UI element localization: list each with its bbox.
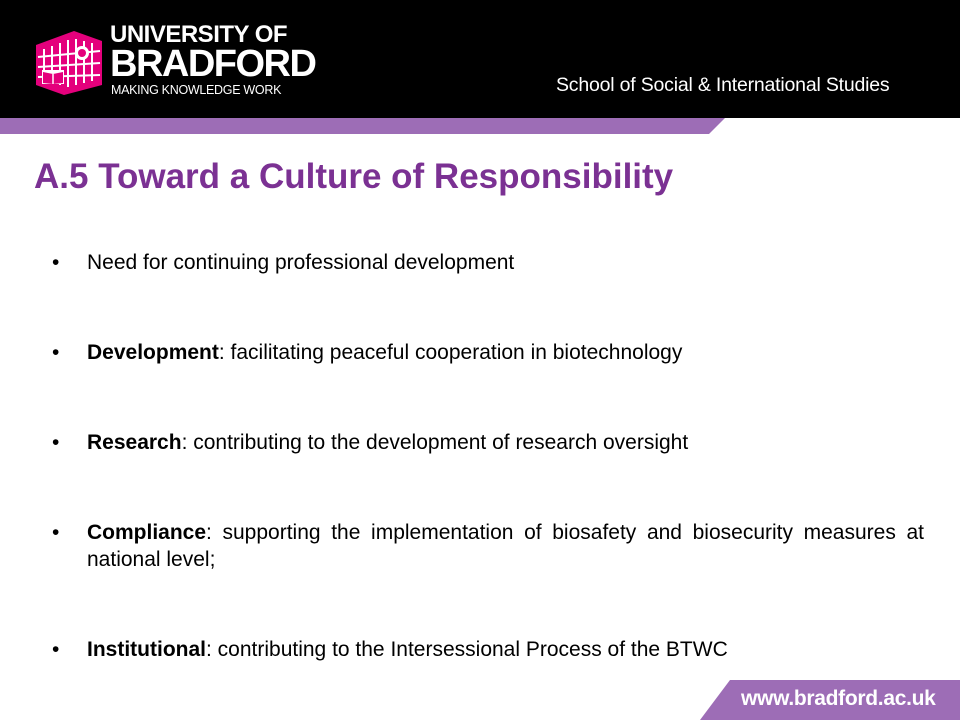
bullet-text: : contributing to the Intersessional Process of the BTWC <box>206 638 728 661</box>
university-tagline: MAKING KNOWLEDGE WORK <box>111 83 282 97</box>
bullet-item <box>52 519 924 573</box>
header-accent-band <box>0 118 960 134</box>
bullet-item <box>52 249 924 276</box>
bullet-text: : facilitating peaceful cooperation in biotechnology <box>218 341 683 364</box>
school-name: School of Social & International Studies <box>556 74 890 96</box>
university-name-line2: BRADFORD <box>110 43 316 85</box>
website-link[interactable]: www.bradford.ac.uk <box>741 687 936 710</box>
header-bar <box>0 0 960 118</box>
bullet-marker: • <box>52 521 60 544</box>
bullet-marker: • <box>52 341 60 364</box>
slide-title: A.5 Toward a Culture of Responsibility <box>34 157 674 196</box>
bullet-marker: • <box>52 638 60 661</box>
bullet-item <box>52 429 924 456</box>
bullet-item <box>52 339 924 366</box>
bullet-item <box>52 636 924 663</box>
bullet-text: Need for continuing professional development <box>87 251 515 274</box>
bullet-keyword: Research <box>87 431 182 454</box>
university-name-line1: UNIVERSITY OF <box>110 21 288 48</box>
bullet-keyword: Institutional <box>87 638 206 661</box>
university-crest-icon <box>34 27 104 97</box>
bullet-marker: • <box>52 251 60 274</box>
bullet-text: : contributing to the development of research oversight <box>181 431 689 454</box>
bullet-keyword: Compliance <box>87 521 207 544</box>
bullet-list <box>52 249 924 663</box>
bullet-marker: • <box>52 431 60 454</box>
bullet-text: : supporting the implementation of biosafety and biosecurity measures at national level; <box>87 521 924 571</box>
bullet-keyword: Development <box>87 341 219 364</box>
